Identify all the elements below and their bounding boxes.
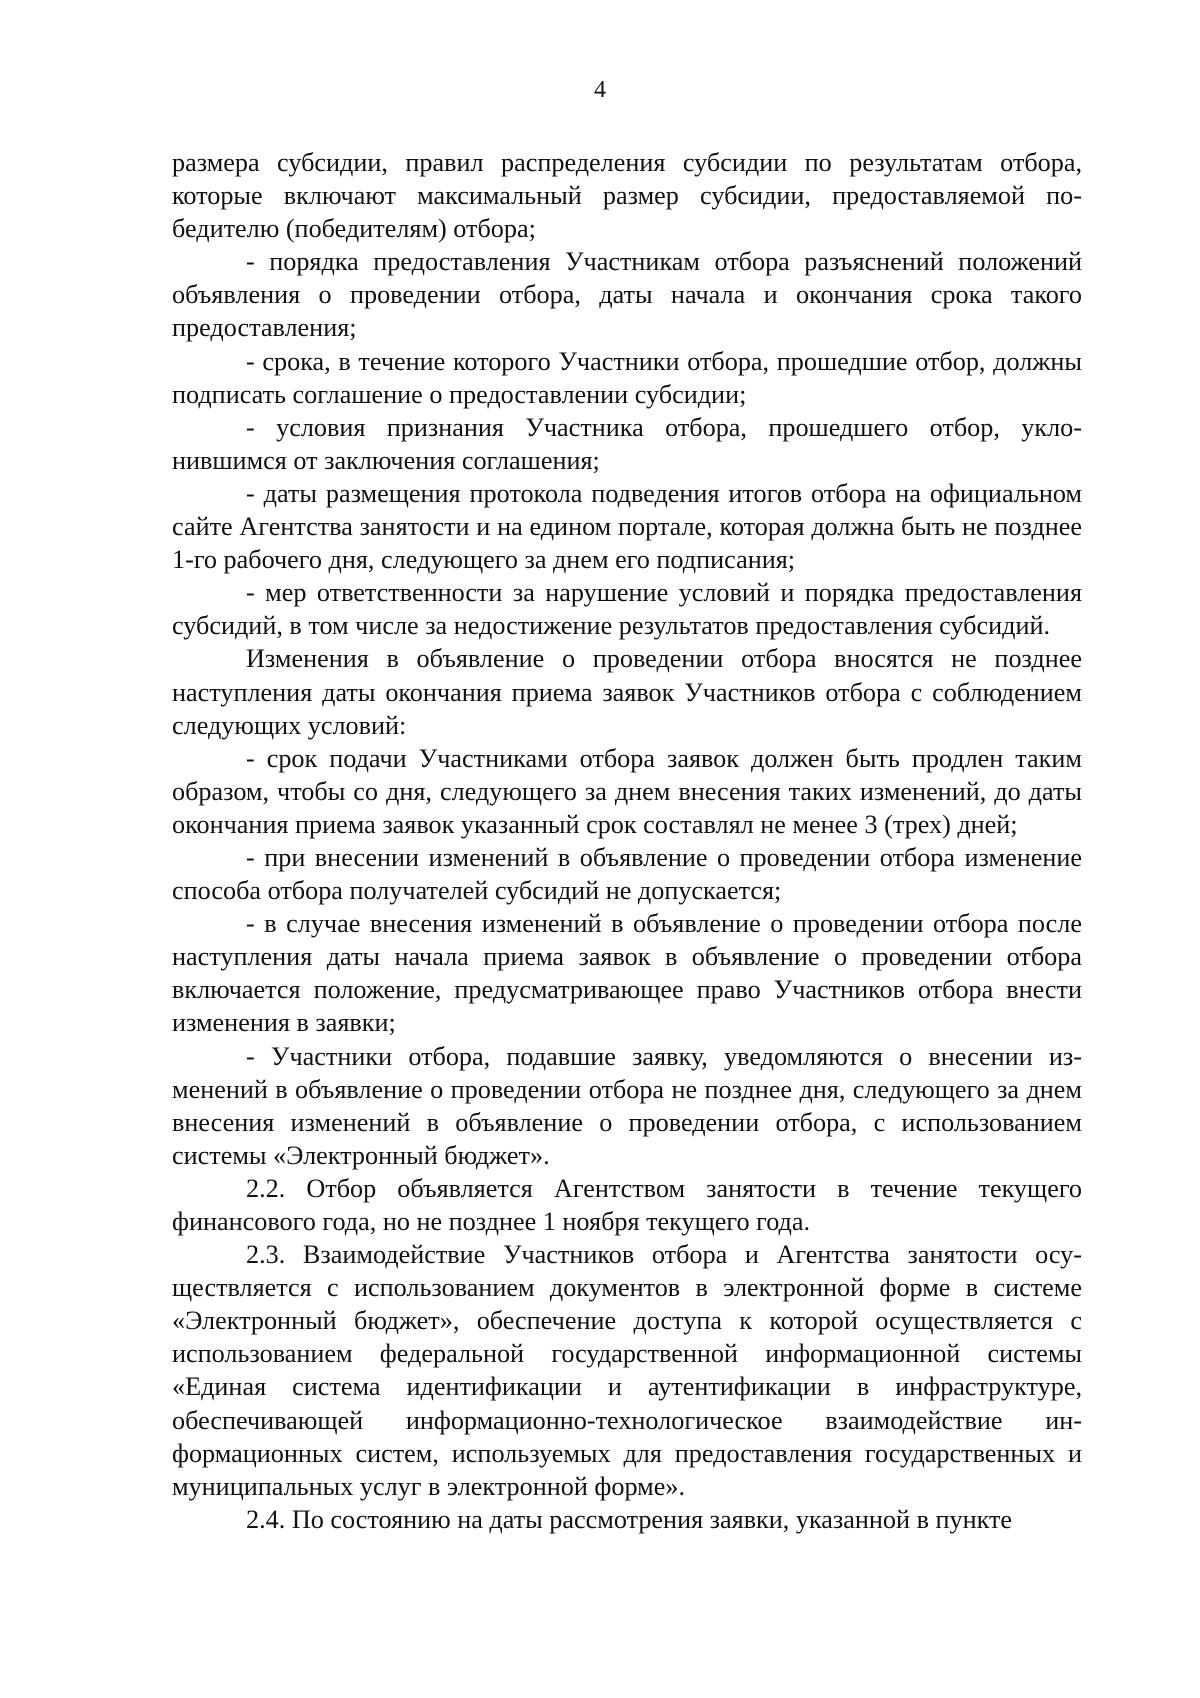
paragraph-continuation: размера субсидии, правил распределения субсидии по результатам отбора, которые включают максимальный размер субсидии, предоставляемой победителю (победителям) отбора; (172, 148, 1082, 244)
paragraph-responsibility-measures: - мер ответственности за нарушение условий и порядка предоставления субсидий, в том числе за недостижение результатов предоставления субсидий. (172, 578, 1082, 641)
paragraph-clarification-procedure: - порядка предоставления Участникам отбора разъяснений положений объявления о проведении отбора, даты начала и окончания срока такого предоставления; (172, 247, 1082, 343)
paragraph-agreement-deadline: - срока, в течение которого Участники отбора, прошедшие отбор, должны подписать соглашение о предоставлении субсидии; (172, 346, 1082, 409)
page-number: 4 (594, 77, 606, 103)
paragraph-protocol-publication: - даты размещения протокола подведения итогов отбора на официальном сайте Агентства занятости и на едином портале, которая должна быть не позднее 1-го рабочего дня, следующего за днем его подписания; (172, 478, 1082, 575)
paragraph-deadline-extension: - срок подачи Участниками отбора заявок должен быть продлен таким образом, чтобы со дня, следующего за днем внесения таких изменений, до даты окончания приема заявок указанный срок составлял не менее 3 (трех) дней; (172, 743, 1082, 839)
paragraph-evasion-conditions: - условия признания Участника отбора, прошедшего отбор, уклонившимся от заключения соглашения; (172, 412, 1082, 475)
document-body (172, 146, 1082, 1536)
paragraph-method-change-prohibited: - при внесении изменений в объявление о проведении отбора изменение способа отбора получателей субсидий не допускается; (172, 842, 1082, 906)
paragraph-section-2-2: 2.2. Отбор объявляется Агентством занятости в течение текущего финансового года, но не позднее 1 ноября текущего года. (172, 1173, 1082, 1236)
paragraph-participant-notification: - Участники отбора, подавшие заявку, уведомляются о внесении изменений в объявление о проведении отбора не позднее дня, следующего за днем внесения изменений в объявление о проведении отбора, с использованием системы «Электронный бюджет». (172, 1041, 1082, 1170)
paragraph-section-2-4: 2.4. По состоянию на даты рассмотрения заявки, указанной в пункте (246, 1504, 1013, 1534)
paragraph-announcement-changes: Изменения в объявление о проведении отбора вносятся не позднее наступления даты окончания приема заявок Участников отбора с соблюдением следующих условий: (172, 644, 1082, 740)
paragraph-section-2-3: 2.3. Взаимодействие Участников отбора и Агентства занятости осуществляется с использованием документов в электронной форме в системе «Электронный бюджет», обеспечение доступа к которой осуществляется с использованием федеральной государственной информационной системы «Единая система идентификации и аутентификации в инфраструктуре, обеспечивающей информационно-технологическое взаимодействие информационных систем, используемых для предоставления государственных и муниципальных услуг в электронной форме». (172, 1240, 1082, 1501)
paragraph-application-changes-right: - в случае внесения изменений в объявление о проведении отбора после наступления даты начала приема заявок в объявление о проведении отбора включается положение, предусматривающее право Участников отбора внести изменения в заявки; (172, 909, 1082, 1038)
